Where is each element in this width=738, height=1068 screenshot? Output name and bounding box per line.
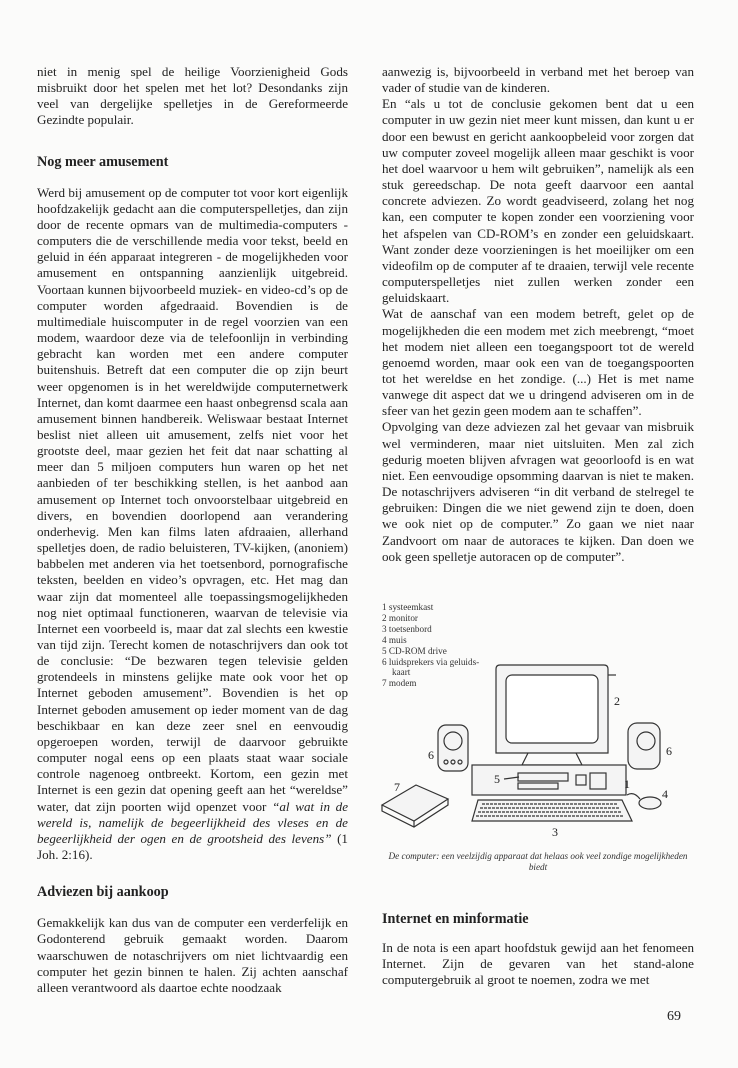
left-paragraph-2: [37, 185, 348, 864]
left-paragraph-1: niet in menig spel de heilige Voorzienigheid Gods misbruikt door het spelen met het lot? Desondanks zijn veel van dergelijke spelletjes in de Gereformeerde Gezindte populair.: [37, 64, 348, 128]
figure-caption: De computer: een veelzijdig apparaat dat helaas ook veel zondige mogelijkheden biedt: [388, 851, 688, 872]
left-column: [37, 64, 348, 996]
figure-label-1: 1: [624, 777, 630, 791]
figure-label-3: 3: [552, 825, 558, 839]
figure-label-6-right: 6: [666, 744, 672, 758]
heading-internet-en-minformatie: Internet en minformatie: [382, 911, 529, 927]
right-paragraph-4: Opvolging van deze adviezen zal het gevaar van misbruik wel verminderen, maar niet uitsluiten. Men zal zich gedurig moeten blijven afvragen wat geoorloofd is en wat niet. Een eenvoudige opsomming daarvan is niet te maken. De notaschrijvers adviseren “in dit verband de stelregel te gebruiken: Dingen die we niet gewend zijn te doen, doen we ook niet op de computer.” Zo gaan we niet naar Zandvoort om naar de autoraces te kijken. Dan doen we ook geen spelletje autoracen op de computer”.: [382, 419, 694, 564]
legend-item: 3 toetsenbord: [382, 623, 432, 634]
right-paragraph-3: Wat de aanschaf van een modem betreft, gelet op de mogelijkheden die een modem met zich meebrengt, “moet het modem niet alleen een toegangspoort tot de wereld genoemd worden, maar ook een van de toegangspoorten tot het wereldse en het zondige. (...) Het is met name vanwege dit aspect dat we u dringend adviseren om in de sfeer van het gezin geen modem aan te schaffen”.: [382, 306, 694, 419]
legend-item: kaart: [392, 667, 411, 678]
legend-item: 4 muis: [382, 634, 407, 645]
keyboard-drawing: [472, 800, 632, 821]
figure-label-2: 2: [614, 694, 620, 708]
computer-illustration: [372, 655, 702, 845]
heading-adviezen-bij-aankoop: Adviezen bij aankoop: [37, 884, 169, 901]
left-paragraph-3: Gemakkelijk kan dus van de computer een verderfelijk en Godonterend gebruik gemaakt worden. Daarom waarschuwen de notaschrijvers om niet lichtvaardig een computer het gezin binnen te halen. Zij achten aanschaf alleen verantwoord als daartoe echte noodzaak: [37, 915, 348, 995]
legend-item: 6 luidsprekers via geluids-: [382, 656, 480, 667]
right-column: [382, 64, 694, 565]
paragraph-2-body: Werd bij amusement op de computer tot voor kort eigenlijk hoofdzakelijk gedacht aan die computerspelletjes, dan zijn door de recente opmars van de multimedia-computers - computers die de verschillende media voor tekst, beeld en geluid in één apparaat integreren - de mogelijkheden voor amusement en ontspanning aanzienlijk uitgebreid. Voortaan kunnen bijvoorbeeld muziek- en video-cd’s op de computer worden afgedraaid. Bovendien is de multimediale huiscomputer in de regel voorzien van een modem, waardoor deze via de telefoonlijn in verbinding gebracht kan worden met een andere computer buitenshuis. Betreft dat een computer die op zijn beurt weer opgenomen is in het wereldwijde computernetwerk Internet, dan komt daarmee een haast onbegrensd scala aan amusement binnen handbereik. Weliswaar bestaat Internet beslist niet alleen uit amusement, zelfs niet voor het grootste deel, maar gezien het feit dat naar schatting al meer dan 5 miljoen computers hun waren op het net aanbieden of ter beschikking stellen, is het aanbod aan amusement op Internet toch onvoorstelbaar uitgebreid en divers, en bovendien doorlopend aan verandering onderhevig. Men kan films laten afdraaien, allerhand spelletjes doen, de radio beluisteren, TV-kijken, (anoniem) babbelen met anderen via het toetsenbord, pornografische teksten, beelden en video’s opvragen, etc. Het mag dan waar zijn dat momenteel alle toepassingsmogelijkheden nog niet optimaal functioneren, waarvan de televisie via Internet een voorbeeld is, maar dat zal slechts een kwestie van tijd zijn. Terecht komen de notaschrijvers dan ook tot de conclusie: “De bezwaren tegen televisie gelden grotendeels in minstens gelijke mate ook voor het op Internet geboden amusement”. Bovendien is het op Internet geboden amusement op ieder moment van de dag beschikbaar en kan deze zeer snel en eenvoudig opgeroepen worden, terwijl de daarvoor gebruikte computer nogal eens op een plaats staat waar sociale controle nagenoeg ontbreekt. Kortom, een gezin met Internet is een gezin dat opening geeft aan het “wereldse” water, dat zijn poorten wijd openzet voor: [37, 184, 348, 814]
mouse-drawing: [627, 794, 661, 809]
right-speaker-drawing: [628, 723, 660, 769]
legend-item: 2 monitor: [382, 612, 418, 623]
legend-item: 1 systeemkast: [382, 602, 434, 612]
right-paragraph-1: aanwezig is, bijvoorbeeld in verband met het beroep van vader of studie van de kinderen.: [382, 64, 694, 96]
legend-item: 7 modem: [382, 678, 417, 689]
figure-label-7: 7: [394, 780, 400, 794]
figure-label-5: 5: [494, 772, 500, 786]
right-paragraph-2: En “als u tot de conclusie gekomen bent dat u een computer in uw gezin niet meer kunt missen, dan kunt u er door een bewust en gericht aankoopbeleid voor zorgen dat uw computer zoveel mogelijk alleen maar geschikt is voor het doel waarvoor u hem wilt gebruiken”, namelijk als een stuk gereedschap. De nota geeft daarvoor een aantal concrete adviezen. Zo wordt geadviseerd, zolang het nog kan, een computer te kopen zonder een voorziening voor het afspelen van CD-ROM’s en zonder een geluidskaart. Want zonder deze voorzieningen is het moeilijker om een videofilm op de computer af te draaien, terwijl vele recente computerspelletjes niet zullen werken zonder een geluidskaart.: [382, 96, 694, 306]
heading-nog-meer-amusement: Nog meer amusement: [37, 153, 169, 170]
bible-reference: (1 Joh. 2:16).: [37, 830, 348, 863]
monitor-drawing: [496, 665, 616, 765]
right-paragraph-5: In de nota is een apart hoofdstuk gewijd aan het fenomeen Internet. Zijn de gevaren van het stand-alone computergebruik al groot te noemen, zodra we met: [382, 940, 694, 988]
legend-item: 5 CD-ROM drive: [382, 645, 447, 656]
bible-quote: “al wat in de wereld is, namelijk de begeerlijkheid des vleses en de begeerlijkheid der ogen en de grootsheid des levens”: [37, 798, 349, 846]
modem-drawing: [382, 785, 448, 827]
left-speaker-drawing: [438, 725, 468, 771]
figure-label-6-left: 6: [428, 748, 434, 762]
figure-label-4: 4: [662, 787, 668, 801]
page-number: 69: [667, 1009, 681, 1024]
